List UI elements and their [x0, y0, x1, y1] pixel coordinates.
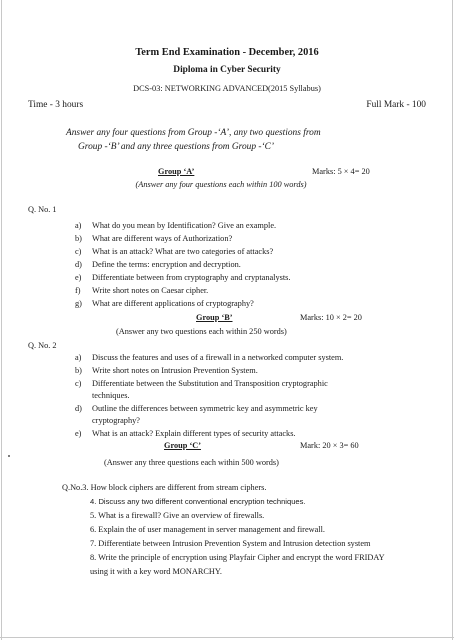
q2-item-continuation: cryptography?: [92, 416, 140, 425]
q1-item-text: What are different ways of Authorization?: [92, 234, 233, 243]
q1-item-label: a): [75, 221, 82, 230]
question-2-number: Q. No. 2: [28, 341, 57, 350]
q1-item-text: Write short notes on Caesar cipher.: [92, 286, 209, 295]
q1-item-text: What is an attack? What are two categories of attacks?: [92, 247, 274, 256]
q1-item-label: c): [75, 247, 82, 256]
q4-text: 4. Discuss any two different conventional encryption techniques.: [90, 497, 306, 506]
left-border-line: [1, 0, 2, 640]
q1-item-text: What are different applications of cryptography?: [92, 299, 254, 308]
scan-speck: [8, 455, 10, 457]
q7-text: 7. Differentiate between Intrusion Prevention System and Intrusion detection system: [90, 539, 371, 548]
q1-item-text: Define the terms: encryption and decryption.: [92, 260, 241, 269]
question-1-number: Q. No. 1: [28, 205, 57, 214]
group-a-title: Group ‘A’: [158, 167, 195, 176]
instruction-line-1: Answer any four questions from Group -‘A’, any two questions from: [66, 128, 321, 138]
group-c-note: (Answer any three questions each within 500 words): [104, 458, 279, 467]
q1-item-label: g): [75, 299, 82, 308]
q1-item-label: f): [75, 286, 81, 295]
q2-item-label: e): [75, 429, 82, 438]
bottom-border-line: [0, 637, 454, 638]
q5-text: 5. What is a firewall? Give an overview of firewalls.: [90, 511, 265, 520]
group-a-marks: Marks: 5 × 4= 20: [312, 167, 370, 176]
q1-item-label: e): [75, 273, 82, 282]
course-title: DCS-03: NETWORKING ADVANCED(2015 Syllabus): [133, 84, 321, 93]
q8-text: 8. Write the principle of encryption using Playfair Cipher and encrypt the word FRIDAY: [90, 553, 385, 562]
q1-item-label: d): [75, 260, 82, 269]
q6-text: 6. Explain the of user management in server management and firewall.: [90, 525, 325, 534]
q2-item-label: b): [75, 366, 82, 375]
group-b-note: (Answer any two questions each within 250 words): [116, 327, 287, 336]
q2-item-text: Write short notes on Intrusion Prevention System.: [92, 366, 258, 375]
q2-item-continuation: techniques.: [92, 391, 130, 400]
q2-item-label: a): [75, 353, 82, 362]
q2-item-text: Outline the differences between symmetric key and asymmetric key: [92, 404, 318, 413]
q2-item-label: c): [75, 379, 82, 388]
group-c-title: Group ‘C’: [164, 441, 201, 450]
group-b-title: Group ‘B’: [196, 313, 233, 322]
right-border-line: [452, 0, 453, 640]
q1-item-text: Differentiate between from cryptography and cryptanalysts.: [92, 273, 291, 282]
time-label: Time - 3 hours: [28, 100, 84, 110]
instruction-line-2: Group -‘B’ and any three questions from Group -‘C’: [78, 142, 274, 152]
q2-item-text: Discuss the features and uses of a firewall in a networked computer system.: [92, 353, 344, 362]
q2-item-text: Differentiate between the Substitution and Transposition cryptographic: [92, 379, 328, 388]
exam-title: Term End Examination - December, 2016: [135, 47, 319, 58]
group-a-note: (Answer any four questions each within 100 words): [135, 180, 307, 189]
q8-continuation: using it with a key word MONARCHY.: [90, 567, 222, 576]
q2-item-text: What is an attack? Explain different types of security attacks.: [92, 429, 296, 438]
group-c-marks: Mark: 20 × 3= 60: [300, 441, 359, 450]
q1-item-text: What do you mean by Identification? Give an example.: [92, 221, 277, 230]
diploma-title: Diploma in Cyber Security: [173, 65, 281, 75]
q1-item-label: b): [75, 234, 82, 243]
q2-item-label: d): [75, 404, 82, 413]
full-mark-label: Full Mark - 100: [366, 100, 426, 110]
group-b-marks: Marks: 10 × 2= 20: [300, 313, 362, 322]
q3-text: Q.No.3. How block ciphers are different from stream ciphers.: [62, 483, 267, 492]
